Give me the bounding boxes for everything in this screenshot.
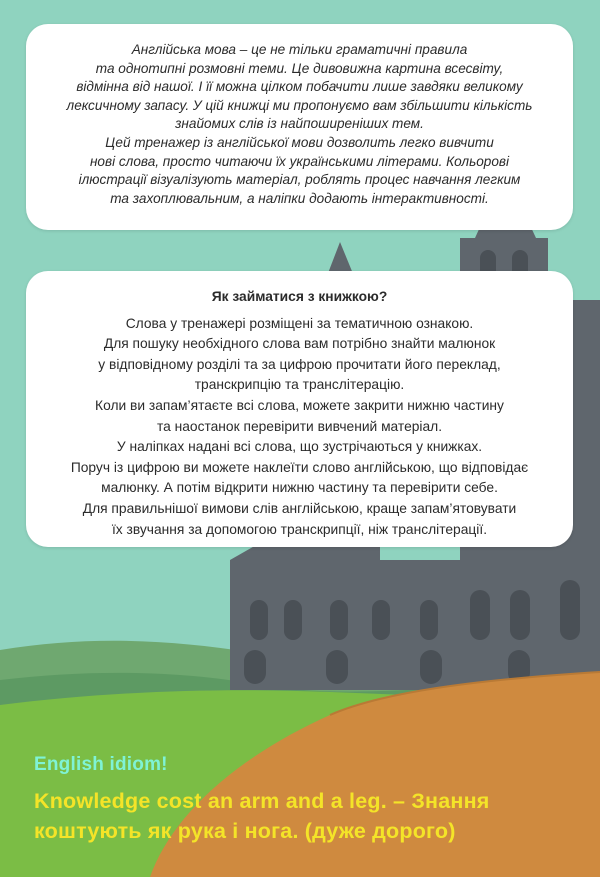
- howto-line: У наліпках надані всі слова, що зустрічаються у книжках.: [116, 439, 483, 455]
- howto-line: Для правильнішої вимови слів англійською, краще запам’ятовувати: [82, 500, 517, 516]
- idiom-text-line-1: Knowledge cost an arm and a leg. – Знання: [34, 789, 490, 813]
- intro-line: відмінна від нашої. І її можна цілком побачити лише завдяки великому: [76, 79, 523, 95]
- intro-line: та однотипні розмовні теми. Це дивовижна картина всесвіту,: [95, 60, 504, 76]
- intro-line: Англійська мова – це не тільки граматичні правила: [131, 42, 468, 57]
- howto-line: їх звучання за допомогою транскрипції, ніж транслітерації.: [111, 521, 488, 537]
- intro-line: лексичному запасу. У цій книжці ми пропонуємо вам збільшити кількість: [66, 97, 533, 113]
- howto-line: та наостанок перевірити вивчений матеріал.: [156, 418, 443, 434]
- howto-line: у відповідному розділі та за цифрою прочитати його переклад,: [98, 356, 501, 372]
- howto-line: малюнку. А потім відкрити нижню частину та перевірити себе.: [101, 480, 498, 496]
- howto-card: [26, 271, 573, 547]
- intro-line: знайомих слів із найпоширеніших тем.: [175, 116, 424, 132]
- intro-line: та захоплювальним, а наліпки додають інтерактивності.: [110, 190, 489, 206]
- howto-line: транскрипцію та транслітерацію.: [194, 377, 405, 393]
- intro-line: нові слова, просто читаючи їх українськими літерами. Кольорові: [89, 153, 510, 169]
- intro-line: ілюстрації візуалізують матеріал, роблять процес навчання легким: [78, 172, 521, 188]
- howto-line: Поруч із цифрою ви можете наклеїти слово англійською, що відповідає: [70, 459, 529, 475]
- howto-title: Як займатися з книжкою?: [211, 289, 388, 304]
- intro-line: Цей тренажер із англійської мови дозволить легко вивчити: [105, 134, 494, 150]
- idiom-text-line-2: коштують як рука і нога. (дуже дорого): [34, 819, 456, 843]
- howto-line: Слова у тренажері розміщені за тематичною ознакою.: [125, 315, 474, 331]
- howto-line: Коли ви запам’ятаєте всі слова, можете закрити нижню частину: [95, 397, 504, 413]
- howto-line: Для пошуку необхідного слова вам потрібно знайти малюнок: [103, 336, 496, 352]
- intro-card: [26, 24, 573, 230]
- idiom-label: English idiom!: [34, 754, 168, 775]
